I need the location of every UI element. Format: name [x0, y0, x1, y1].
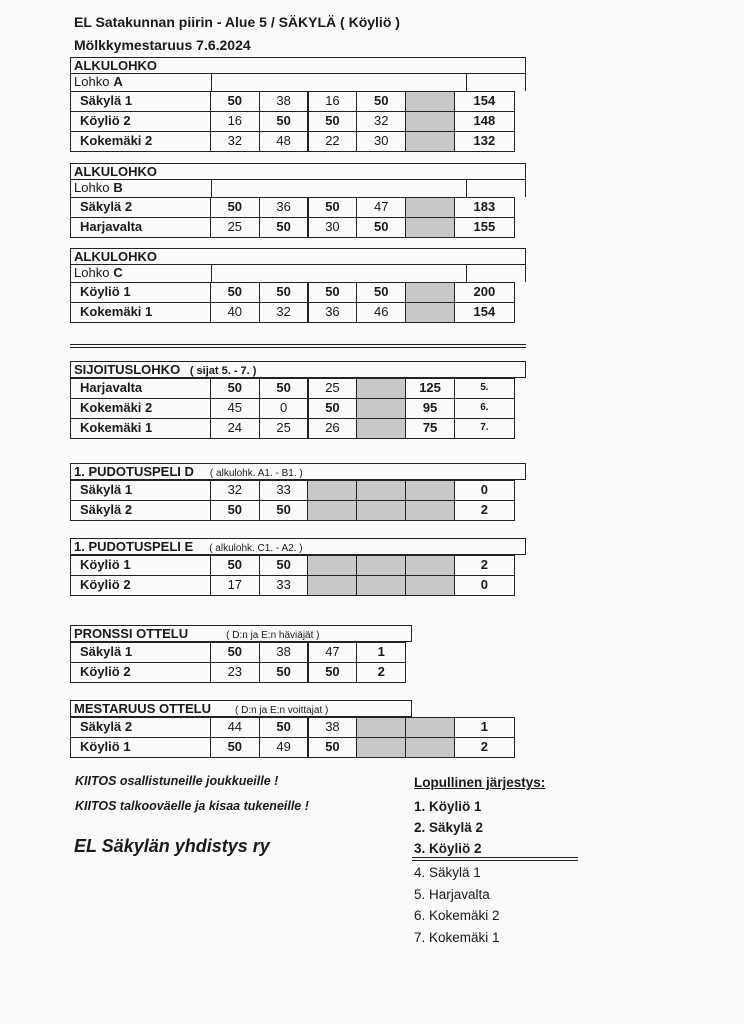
thanks-line-1: KIITOS osallistuneille joukkueille !: [75, 774, 279, 788]
bronze-title: PRONSSI OTTELU ( D:n ja E:n häviäjät ): [70, 625, 412, 642]
table-row: Säkylä 2 50 50 2: [70, 500, 526, 520]
table-row: Kokemäki 2 32 48 22 30 132: [70, 131, 526, 151]
table-row: Köyliö 1 50 50 50 50 200: [70, 282, 526, 302]
thanks-line-2: KIITOS talkooväelle ja kisaa tukeneille !: [75, 799, 309, 813]
group-b-title: ALKULOHKO: [70, 163, 526, 180]
table-row: Kokemäki 1 40 32 36 46 154: [70, 302, 526, 322]
knockout-d-table: [70, 463, 526, 520]
table-row: Säkylä 1 50 38 16 50 154: [70, 91, 526, 111]
organization-name: EL Säkylän yhdistys ry: [74, 836, 270, 856]
group-b-lohko: Lohko B: [70, 180, 526, 197]
knockout-d-title: 1. PUDOTUSPELI D ( alkulohk. A1. - B1. ): [70, 463, 526, 480]
table-row: Köyliö 2 16 50 50 32 148: [70, 111, 526, 131]
knockout-e-title: 1. PUDOTUSPELI E ( alkulohk. C1. - A2. ): [70, 538, 526, 555]
group-b-table: [70, 163, 526, 237]
table-row: Harjavalta 25 50 30 50 155: [70, 217, 526, 237]
standings-item: 6. Kokemäki 2: [414, 908, 500, 923]
table-row: Kokemäki 2 45 0 50 95 6.: [70, 398, 526, 418]
table-row: Köyliö 1 50 50 2: [70, 555, 526, 575]
group-c-title: ALKULOHKO: [70, 248, 526, 265]
placement-title: SIJOITUSLOHKO ( sijat 5. - 7. ): [70, 361, 526, 378]
table-row: Köyliö 1 50 49 50 2: [70, 737, 526, 757]
group-c-table: [70, 248, 526, 322]
standings-item: 5. Harjavalta: [414, 887, 490, 902]
table-row: Köyliö 2 23 50 50 2: [70, 662, 412, 682]
bronze-table: [70, 625, 412, 682]
table-row: Säkylä 1 32 33 0: [70, 480, 526, 500]
document-title: EL Satakunnan piirin - Alue 5 / SÄKYLÄ ( Köyliö ): [74, 14, 400, 30]
group-c-lohko: Lohko C: [70, 265, 526, 282]
document-subtitle: Mölkkymestaruus 7.6.2024: [74, 37, 251, 53]
final-match-title: MESTARUUS OTTELU ( D:n ja E:n voittajat ): [70, 700, 412, 717]
final-match-table: [70, 700, 526, 757]
divider: [70, 344, 526, 348]
group-a-title: ALKULOHKO: [70, 57, 526, 74]
group-a-table: [70, 57, 526, 151]
placement-table: [70, 361, 526, 438]
standings-title: Lopullinen järjestys:: [414, 775, 546, 790]
standings-item: 4. Säkylä 1: [414, 865, 481, 880]
divider: [412, 857, 578, 861]
knockout-e-table: [70, 538, 526, 595]
standings-item: 3. Köyliö 2: [414, 841, 482, 856]
table-row: Köyliö 2 17 33 0: [70, 575, 526, 595]
table-row: Säkylä 2 50 36 50 47 183: [70, 197, 526, 217]
table-row: Harjavalta 50 50 25 125 5.: [70, 378, 526, 398]
standings-item: 1. Köyliö 1: [414, 799, 482, 814]
standings-item: 7. Kokemäki 1: [414, 930, 500, 945]
table-row: Säkylä 2 44 50 38 1: [70, 717, 526, 737]
table-row: Säkylä 1 50 38 47 1: [70, 642, 412, 662]
standings-item: 2. Säkylä 2: [414, 820, 484, 835]
table-row: Kokemäki 1 24 25 26 75 7.: [70, 418, 526, 438]
group-a-lohko: Lohko A: [70, 74, 526, 91]
